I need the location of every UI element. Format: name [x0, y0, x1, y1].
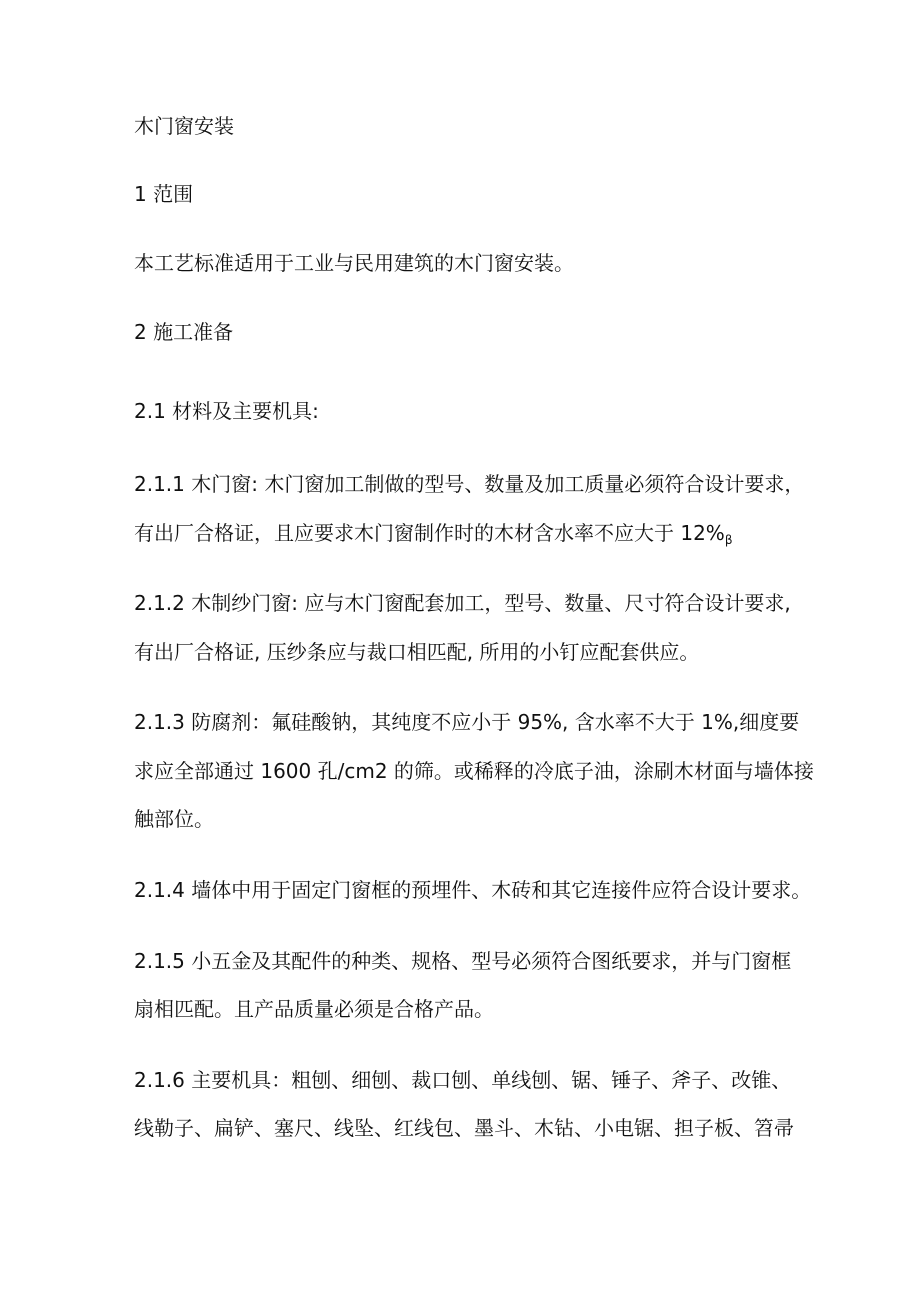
- section-2-heading: 2 施工准备: [134, 320, 234, 344]
- item-2-1-1-subscript: β: [724, 533, 733, 547]
- document-title: 木门窗安装: [134, 114, 234, 138]
- item-2-1-2-line-2: 有出厂合格证, 压纱条应与裁口相匹配, 所用的小钉应配套供应。: [134, 640, 700, 664]
- item-2-1-3-line-1: 2.1.3 防腐剂：氟硅酸钠，其纯度不应小于 95%, 含水率不大于 1%,细度要: [134, 710, 800, 734]
- item-2-1-3-line-2: 求应全部通过 1600 孔/cm2 的筛。或稀释的冷底子油，涂刷木材面与墙体接: [134, 759, 814, 783]
- item-2-1-4-line-1: 2.1.4 墙体中用于固定门窗框的预埋件、木砖和其它连接件应符合设计要求。: [134, 878, 812, 902]
- item-2-1-5-line-1: 2.1.5 小五金及其配件的种类、规格、型号必须符合图纸要求，并与门窗框: [134, 949, 792, 973]
- item-2-1-6-line-1: 2.1.6 主要机具：粗刨、细刨、裁口刨、单线刨、锯、锤子、斧子、改锥、: [134, 1068, 792, 1092]
- item-2-1-2-line-1: 2.1.2 木制纱门窗: 应与木门窗配套加工，型号、数量、尺寸符合设计要求,: [134, 591, 791, 615]
- section-1-paragraph: 本工艺标准适用于工业与民用建筑的木门窗安装。: [134, 251, 574, 275]
- item-2-1-1-line-2-text: 有出厂合格证，且应要求木门窗制作时的木材含水率不应大于 12%: [134, 521, 725, 545]
- item-2-1-6-line-2: 线勒子、扁铲、塞尺、线坠、红线包、墨斗、木钻、小电锯、担子板、笤帚: [134, 1116, 794, 1140]
- item-2-1-5-line-2: 扇相匹配。且产品质量必须是合格产品。: [134, 997, 494, 1021]
- subsection-2-1-heading: 2.1 材料及主要机具:: [134, 399, 319, 423]
- item-2-1-1-line-1: 2.1.1 木门窗: 木门窗加工制做的型号、数量及加工质量必须符合设计要求，: [134, 472, 805, 496]
- item-2-1-3-line-3: 触部位。: [134, 807, 214, 831]
- item-2-1-1-line-2: [134, 519, 732, 554]
- section-1-heading: 1 范围: [134, 182, 194, 206]
